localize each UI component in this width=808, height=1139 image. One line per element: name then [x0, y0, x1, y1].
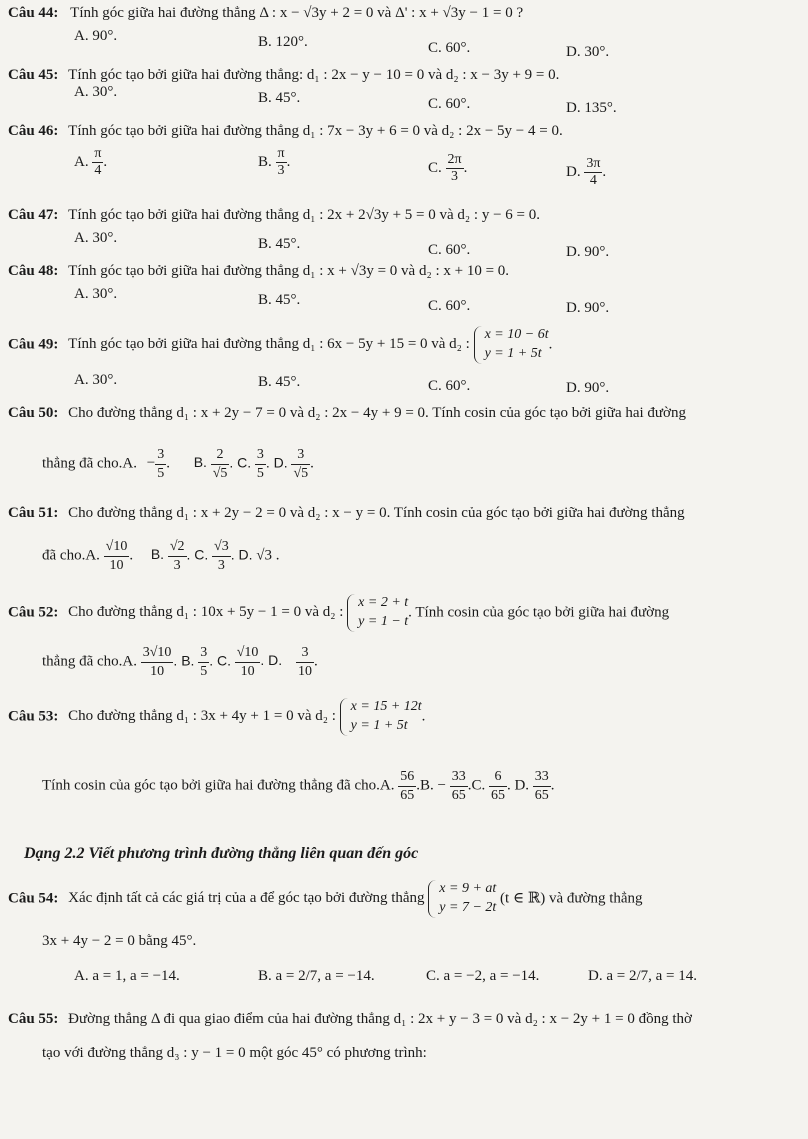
question-52 — [8, 594, 669, 632]
question-text: Cho đường thẳng d₁ : 10x + 5y − 1 = 0 và d₂ : — [68, 604, 344, 621]
separator: . — [166, 455, 170, 472]
option-a: A. a = 1, a = −14. — [74, 968, 180, 984]
option-d: D. 90°. — [566, 300, 610, 316]
question-label: Câu 53: — [8, 708, 59, 725]
separator: . C. — [186, 546, 209, 563]
fraction — [168, 538, 187, 574]
fraction — [212, 538, 231, 574]
question-label: Câu 45: — [8, 67, 59, 83]
separator: . — [129, 547, 134, 564]
fraction — [235, 644, 261, 680]
numerator: 3π — [586, 156, 601, 171]
numerator: 6 — [494, 769, 502, 784]
question-text: Cho đường thẳng d₁ : 3x + 4y + 1 = 0 và d₂ : — [68, 708, 336, 725]
question-label: Câu 52: — [8, 604, 59, 621]
fraction — [398, 768, 416, 804]
numerator: 56 — [400, 769, 415, 784]
denominator: 3 — [212, 556, 231, 575]
option-letter: A. — [74, 153, 89, 170]
denominator: 65 — [490, 787, 505, 803]
question-label: Câu 44: — [8, 5, 59, 21]
separator: . C. — [229, 454, 252, 471]
question-text: Tính góc tạo bởi giữa hai đường thẳng: d₁ : 2x − y − 10 = 0 và d₂ : x − 3y + 9 = 0. — [68, 67, 560, 83]
fraction — [255, 446, 266, 482]
denominator: √5 — [293, 465, 309, 481]
numerator: 3 — [157, 447, 165, 462]
numerator: √10 — [105, 539, 128, 554]
fraction — [533, 768, 551, 804]
separator: . D. — [506, 777, 530, 794]
denominator: 10 — [141, 662, 174, 681]
system-eq-1: x = 15 + 12t — [350, 699, 422, 714]
question-text: Tính góc giữa hai đường thẳng Δ : x − √3y + 2 = 0 và Δ' : x + √3y − 1 = 0 ? — [70, 5, 524, 21]
question-label: Câu 46: — [8, 123, 59, 139]
question-text-after: . Tính cosin của góc tạo bởi giữa hai đường — [408, 604, 670, 621]
denominator: 65 — [534, 787, 549, 803]
fraction — [296, 644, 314, 680]
option-a: A. 30°. — [74, 286, 118, 302]
option-a: A. 30°. — [74, 372, 118, 388]
numerator: 33 — [534, 769, 549, 784]
question-label: Câu 54: — [8, 890, 59, 907]
fraction — [276, 146, 287, 179]
option-c: C. 60°. — [428, 96, 471, 112]
option-d: D. 30°. — [566, 44, 610, 60]
question-text-cont: đã cho.A. — [42, 547, 100, 564]
question-51 — [8, 504, 685, 523]
section-heading: Dạng 2.2 Viết phương trình đường thẳng liên quan đến góc — [24, 845, 419, 862]
question-text-after: (t ∈ ℝ) và đường thẳng — [500, 890, 643, 907]
separator: . D. — [230, 546, 253, 563]
question-text: Cho đường thẳng d₁ : x + 2y − 7 = 0 và d₂ : 2x − 4y + 9 = 0. Tính cosin của góc tạo bởi giữa hai đường — [68, 405, 686, 421]
fraction — [211, 446, 230, 482]
denominator: 3 — [446, 168, 464, 185]
question-51-answers — [42, 538, 280, 574]
fraction — [489, 768, 507, 804]
system-eq-2: y = 1 + 5t — [484, 345, 542, 361]
question-text: Đường thẳng Δ đi qua giao điểm của hai đường thẳng d₁ : 2x + y − 3 = 0 và d₂ : x − 2y + 1 = 0 đồng thờ — [68, 1011, 692, 1027]
question-text-cont: thẳng đã cho.A. — [42, 455, 137, 472]
system-eq-2: y = 7 − 2t — [439, 899, 497, 915]
option-b: B. 45°. — [258, 236, 301, 252]
question-48 — [8, 262, 509, 281]
option-a: A. $\frac{\pi}{4}$ . — [74, 146, 108, 178]
system-eq-1: x = 2 + t — [358, 595, 409, 610]
fraction — [198, 644, 209, 680]
option-letter: B. — [258, 153, 272, 170]
question-label: Câu 55: — [8, 1011, 59, 1027]
option-letter: D. — [566, 163, 581, 180]
separator: .C. — [467, 777, 486, 794]
denominator: 5 — [157, 465, 165, 481]
denominator: 3 — [276, 162, 287, 179]
denominator: 4 — [584, 172, 602, 189]
option-b: B. 45°. — [258, 292, 301, 308]
option-b: B. $\frac{\pi}{3}$ . — [258, 146, 291, 178]
question-text: Cho đường thẳng d₁ : x + 2y − 2 = 0 và d₂ : x − y = 0. Tính cosin của góc tạo bởi giữa hai đường thẳng — [68, 505, 685, 521]
denominator: √5 — [212, 465, 228, 481]
separator: . — [550, 777, 555, 794]
numerator: 33 — [451, 769, 466, 784]
question-text: Tính góc tạo bởi giữa hai đường thẳng d₁ : 7x − 3y + 6 = 0 và d₂ : 2x − 5y − 4 = 0. — [68, 123, 563, 139]
separator: . C. — [209, 652, 231, 669]
denominator: 10 — [235, 662, 261, 681]
option-c: C. 60°. — [428, 40, 471, 56]
numerator: 3 — [200, 645, 208, 660]
numerator: 3 — [256, 447, 264, 462]
parametric-system — [474, 326, 549, 364]
question-55 — [8, 1010, 692, 1029]
question-54 — [8, 880, 643, 918]
option-letter: B. — [193, 454, 207, 471]
denominator: 10 — [104, 556, 130, 575]
question-44 — [8, 4, 523, 23]
option-d: D. 90°. — [566, 380, 610, 396]
question-49: Câu 49: Tính góc tạo bởi giữa hai đường thẳng d₁ : 6x − 5y + 15 = 0 và d₂ : x = 10 − 6t y = 1 + 5t . — [8, 326, 552, 364]
question-text-cont: Tính cosin của góc tạo bởi giữa hai đường thẳng đã cho.A. — [42, 777, 395, 794]
option-c: C. a = −2, a = −14. — [426, 968, 540, 984]
option-b: B. 45°. — [258, 374, 301, 390]
question-50 — [8, 404, 686, 423]
system-eq-2: y = 1 − t — [358, 613, 409, 629]
denominator: 65 — [451, 787, 466, 803]
numerator: 3 — [297, 447, 305, 462]
fraction — [141, 644, 174, 680]
denominator: 5 — [200, 663, 208, 679]
option-a: A. 90°. — [74, 28, 118, 44]
numerator: π — [277, 146, 285, 161]
question-55-cont: tạo với đường thẳng d₃ : y − 1 = 0 một góc 45° có phương trình: — [42, 1045, 427, 1061]
option-c: C. 60°. — [428, 378, 471, 394]
question-text: Tính góc tạo bởi giữa hai đường thẳng d₁ : 2x + 2√3y + 5 = 0 và d₂ : y − 6 = 0. — [68, 207, 540, 223]
fraction — [155, 446, 166, 482]
question-label: Câu 51: — [8, 505, 59, 521]
fraction — [291, 446, 310, 482]
option-b: B. 120°. — [258, 34, 308, 50]
option-c: C. 60°. — [428, 242, 471, 258]
fraction — [584, 156, 602, 189]
numerator: π — [94, 146, 102, 161]
fraction — [450, 768, 468, 804]
option-a: A. 30°. — [74, 230, 118, 246]
numerator: √10 — [236, 645, 259, 660]
parametric-system — [340, 698, 422, 736]
numerator: 2π — [447, 152, 462, 167]
question-label: Câu 47: — [8, 207, 59, 223]
fraction — [104, 538, 130, 574]
question-text: Xác định tất cả các giá trị của a để góc tạo bởi đường thẳng — [68, 890, 425, 907]
option-letter: B. — [150, 546, 165, 563]
option-b: B. a = 2/7, a = −14. — [258, 968, 375, 984]
question-45 — [8, 66, 559, 85]
question-text: Tính góc tạo bởi giữa hai đường thẳng d₁ : x + √3y = 0 và d₂ : x + 10 = 0. — [68, 263, 510, 279]
question-label: Câu 50: — [8, 405, 59, 421]
system-eq-2: y = 1 + 5t — [350, 717, 408, 733]
separator: . — [313, 653, 318, 670]
option-c: C. 60°. — [428, 298, 471, 314]
parametric-system — [428, 880, 496, 918]
minus-sign: − — [146, 455, 156, 472]
question-53: Câu 53: Cho đường thẳng d₁ : 3x + 4y + 1 = 0 và d₂ : x = 15 + 12t y = 1 + 5t . — [8, 698, 425, 736]
separator: . D. — [260, 652, 283, 669]
numerator: √2 — [169, 539, 185, 554]
option-b: B. 45°. — [258, 90, 301, 106]
question-label: Câu 49: — [8, 336, 59, 353]
option-letter: C. — [428, 159, 442, 176]
parametric-system — [347, 594, 408, 632]
separator: . — [310, 455, 314, 472]
question-47 — [8, 206, 540, 225]
numerator: √3 — [214, 539, 229, 554]
question-text: Tính góc tạo bởi giữa hai đường thẳng d₁ : 6x − 5y + 15 = 0 và d₂ : — [68, 336, 470, 353]
denominator: 65 — [400, 787, 415, 803]
denominator: 3 — [168, 556, 187, 575]
question-text-cont: thẳng đã cho.A. — [42, 653, 137, 670]
separator: .B. − — [416, 777, 446, 794]
question-54-cont: 3x + 4y − 2 = 0 bằng 45°. — [42, 933, 197, 949]
separator: . B. — [173, 652, 195, 669]
denominator: 4 — [92, 162, 103, 179]
option-a: A. 30°. — [74, 84, 118, 100]
system-eq-1: x = 9 + at — [439, 881, 497, 896]
question-53-answers — [42, 768, 555, 804]
separator: . D. — [265, 454, 288, 471]
option-d: D. 90°. — [566, 244, 610, 260]
system-eq-1: x = 10 − 6t — [484, 327, 549, 342]
option-d-value: √3 . — [256, 547, 280, 564]
question-46 — [8, 122, 563, 141]
numerator: 2 — [216, 447, 224, 462]
denominator: 5 — [256, 465, 264, 481]
question-50-answers — [42, 446, 314, 482]
question-label: Câu 48: — [8, 263, 59, 279]
numerator: 3 — [301, 645, 309, 660]
numerator: 3√10 — [142, 645, 172, 660]
option-c: C. $\frac{2\pi}{3}$ . — [428, 152, 468, 184]
option-d: D. a = 2/7, a = 14. — [588, 968, 697, 984]
question-52-answers — [42, 644, 318, 680]
fraction — [446, 152, 464, 185]
denominator: 10 — [297, 663, 312, 679]
option-d: D. $\frac{3\pi}{4}$ . — [566, 156, 607, 188]
fraction — [92, 146, 103, 179]
option-d: D. 135°. — [566, 100, 617, 116]
